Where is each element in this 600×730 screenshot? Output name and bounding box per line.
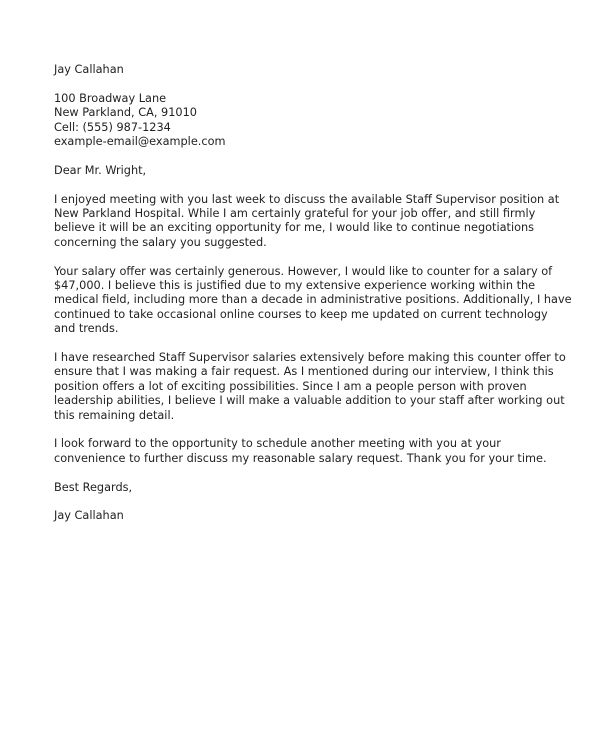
signature — [54, 509, 574, 523]
body-paragraph — [54, 193, 574, 251]
paragraph-line: I look forward to the opportunity to schedule another meeting with you at your — [54, 437, 501, 451]
paragraph-line: medical field, including more than a decade in administrative positions. Additionally, I have — [54, 293, 572, 307]
sender-name-text: Jay Callahan — [54, 63, 124, 76]
letter-body — [54, 193, 574, 467]
paragraph-line: $47,000. I believe this is justified due to my extensive experience working within the — [54, 279, 536, 293]
address-phone: Cell: (555) 987-1234 — [54, 120, 171, 134]
signature-text: Jay Callahan — [54, 509, 124, 523]
salutation-text: Dear Mr. Wright, — [54, 163, 147, 177]
paragraph-line: this remaining detail. — [54, 408, 175, 422]
closing — [54, 481, 574, 495]
address-line: New Parkland, CA, 91010 — [54, 106, 197, 120]
body-paragraph — [54, 351, 574, 423]
paragraph-line: and trends. — [54, 322, 119, 336]
paragraph-line: leadership abilities, I believe I will make a valuable addition to your staff after working out — [54, 394, 565, 408]
salutation — [54, 164, 574, 178]
paragraph-line: New Parkland Hospital. While I am certainly grateful for your job offer, and still firmly — [54, 207, 536, 221]
sender-address — [54, 92, 574, 150]
paragraph-line: position offers a lot of exciting possibilities. Since I am a people person with proven — [54, 379, 527, 393]
address-email: example-email@example.com — [54, 135, 226, 149]
paragraph-line: I enjoyed meeting with you last week to discuss the available Staff Supervisor position at — [54, 192, 560, 206]
paragraph-line: believe it will be an exciting opportunity for me, I would like to continue negotiations — [54, 221, 535, 235]
address-line: 100 Broadway Lane — [54, 91, 167, 105]
closing-text: Best Regards, — [54, 480, 133, 494]
paragraph-line: convenience to further discuss my reasonable salary request. Thank you for your time. — [54, 451, 547, 465]
paragraph-line: concerning the salary you suggested. — [54, 235, 267, 249]
paragraph-line: Your salary offer was certainly generous. However, I would like to counter for a salary of — [54, 264, 553, 278]
body-paragraph — [54, 437, 574, 466]
sender-name — [54, 63, 574, 77]
paragraph-line: ensure that I was making a fair request. As I mentioned during our interview, I think this — [54, 365, 554, 379]
paragraph-line: I have researched Staff Supervisor salaries extensively before making this counter offer to — [54, 351, 566, 365]
letter — [54, 63, 574, 538]
body-paragraph — [54, 265, 574, 337]
paragraph-line: continued to take occasional online courses to keep me updated on current technology — [54, 307, 548, 321]
